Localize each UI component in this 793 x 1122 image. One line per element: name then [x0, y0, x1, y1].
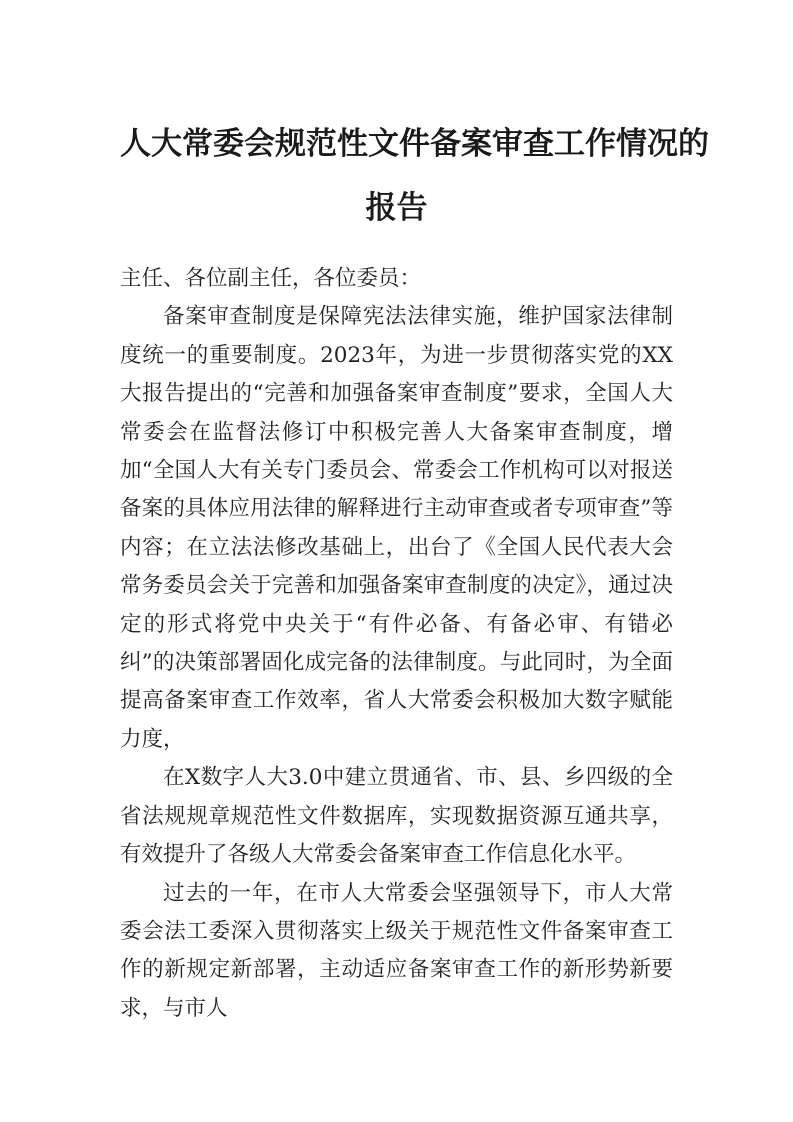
document-title-line-2: 报告: [365, 190, 428, 226]
document-body: [120, 260, 673, 1028]
document-title-line-1: 人大常委会规范性文件备案审查工作情况的: [120, 126, 709, 162]
salutation: 主任、各位副主任，各位委员：: [120, 266, 422, 291]
paragraph-1: 备案审查制度是保障宪法法律实施，维护国家法律制度统一的重要制度。2023年，为进一步贯彻落实党的XX大报告提出的“完善和加强备案审查制度”要求，全国人大常委会在监督法修订中积极完善人大备案审查制度，增加“全国人大有关专门委员会、常委会工作机构可以对报送备案的具体应用法律的解释进行主动审查或者专项审查”等内容；在立法法修改基础上，出台了《全国人民代表大会常务委员会关于完善和加强备案审查制度的决定》，通过决定的形式将党中央关于“有件必备、有备必审、有错必纠”的决策部署固化成完备的法律制度。与此同时，为全面提高备案审查工作效率，省人大常委会积极加大数字赋能力度，: [120, 304, 673, 752]
paragraph-2: 在X数字人大3.0中建立贯通省、市、县、乡四级的全省法规规章规范性文件数据库，实现数据资源互通共享，有效提升了各级人大常委会备案审查工作信息化水平。: [120, 765, 673, 868]
paragraph-3: 过去的一年，在市人大常委会坚强领导下，市人大常委会法工委深入贯彻落实上级关于规范性文件备案审查工作的新规定新部署，主动适应备案审查工作的新形势新要求，与市人: [120, 880, 673, 1021]
